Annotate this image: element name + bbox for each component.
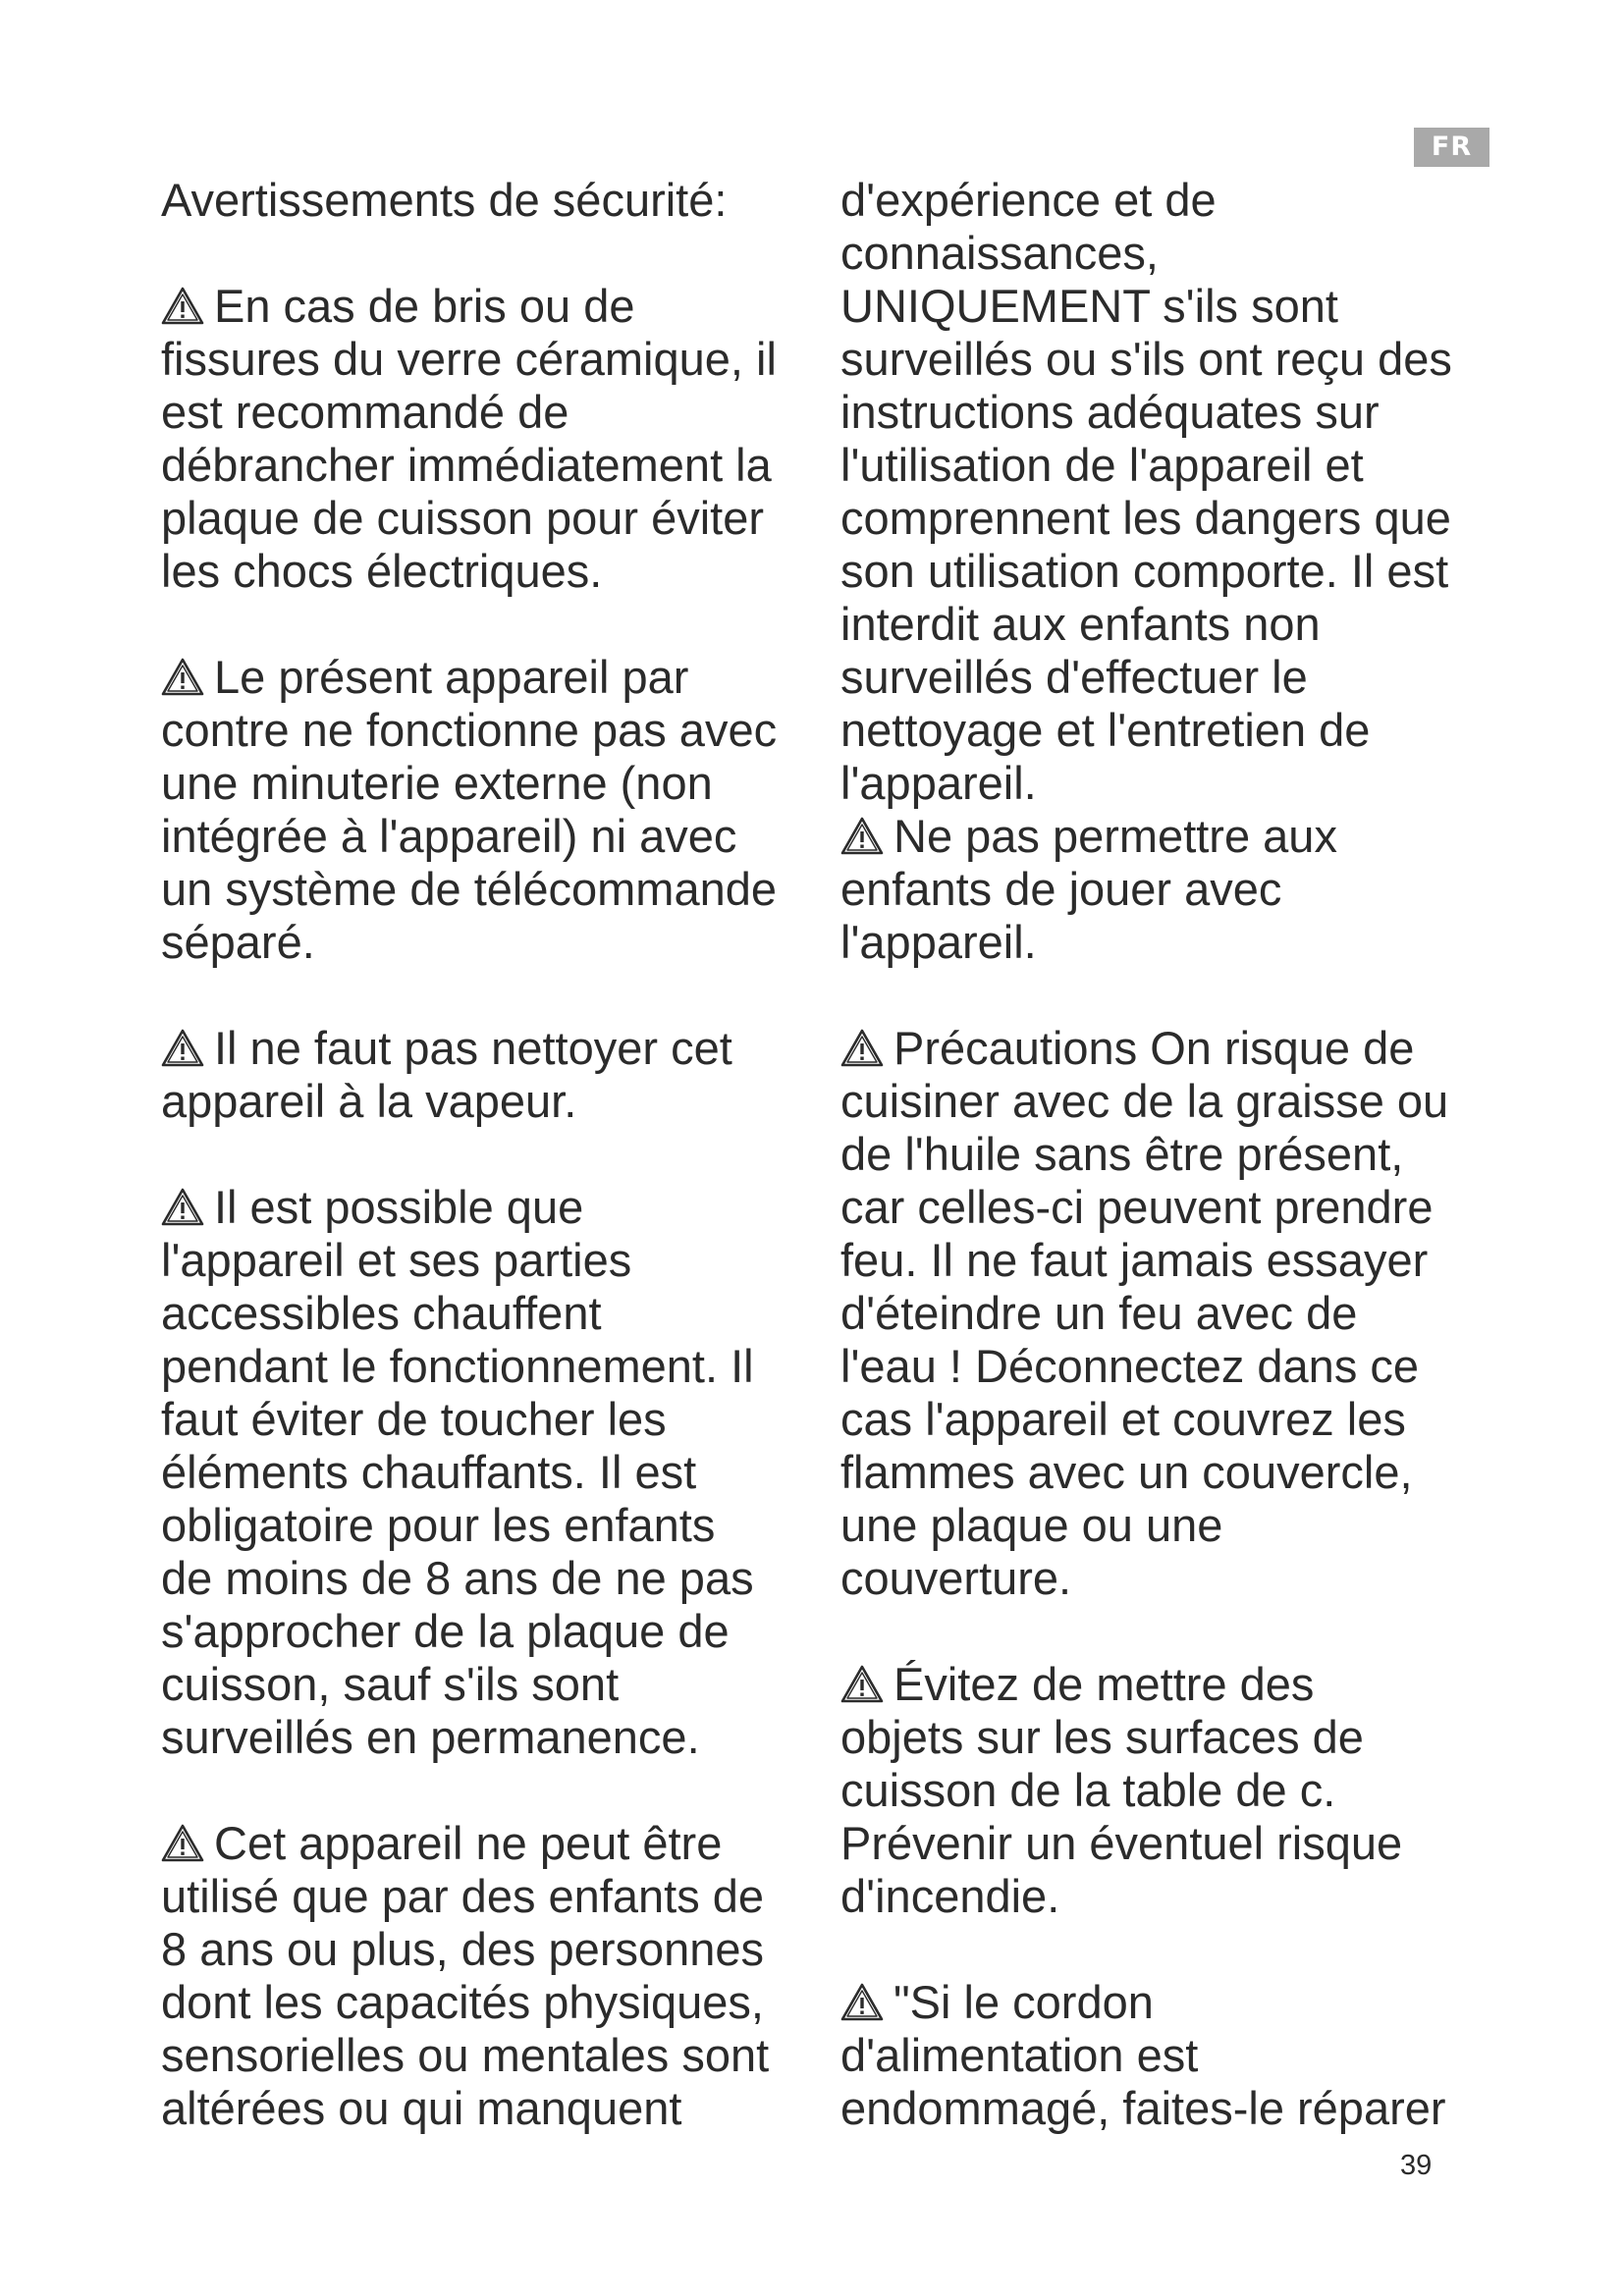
text-line: [840, 2082, 1528, 2135]
text-line: [161, 1287, 848, 1340]
warning-hot-parts: [161, 1181, 848, 1764]
text-line-content: sensorielles ou mentales sont: [161, 2029, 770, 2081]
text-line: [840, 704, 1528, 757]
text-line-content: Le présent appareil par: [214, 651, 689, 703]
text-line-content: Prévenir un éventuel risque: [840, 1817, 1403, 1869]
text-line: [161, 174, 848, 227]
text-line-content: cas l'appareil et couvrez les: [840, 1393, 1406, 1445]
text-line: [840, 227, 1528, 280]
text-line-content: appareil à la vapeur.: [161, 1075, 577, 1127]
text-line-content: fissures du verre céramique, il: [161, 333, 777, 385]
text-line-content: dont les capacités physiques,: [161, 1976, 764, 2028]
text-line: [161, 386, 848, 439]
text-line: [161, 757, 848, 810]
text-line: [161, 2029, 848, 2082]
warning-triangle-icon: [161, 287, 204, 326]
warning-children-usage: [161, 1817, 848, 2135]
text-line-content: obligatoire pour les enfants: [161, 1499, 716, 1551]
text-line: [161, 439, 848, 492]
warning-triangle-icon: [161, 658, 204, 697]
text-line: [161, 1870, 848, 1923]
text-line-content: altérées ou qui manquent: [161, 2082, 682, 2134]
text-line-content: cuisson, sauf s'ils sont: [161, 1658, 620, 1710]
text-line-content: surveillés ou s'ils ont reçu des: [840, 333, 1452, 385]
text-line-content: l'appareil et ses parties: [161, 1234, 632, 1286]
text-line: [840, 1340, 1528, 1393]
text-line-content: instructions adéquates sur: [840, 386, 1380, 438]
text-line: [840, 174, 1528, 227]
text-line-content: objets sur les surfaces de: [840, 1711, 1364, 1763]
text-line: [161, 704, 848, 757]
text-line-content: d'éteindre un feu avec de: [840, 1287, 1358, 1339]
text-line: [161, 492, 848, 545]
text-line: [161, 1817, 848, 1870]
warning-triangle-icon: [840, 1983, 884, 2022]
text-line: [161, 1075, 848, 1128]
text-line: [161, 1658, 848, 1711]
text-line: [840, 1870, 1528, 1923]
left-column: [161, 174, 848, 2135]
text-line: [161, 1711, 848, 1764]
text-line: [840, 386, 1528, 439]
text-line: [161, 1446, 848, 1499]
text-line: [840, 1658, 1528, 1711]
text-line-content: plaque de cuisson pour éviter: [161, 492, 765, 544]
warning-power-cord: [840, 1976, 1528, 2135]
text-line: [840, 1234, 1528, 1287]
text-line-content: accessibles chauffent: [161, 1287, 602, 1339]
text-line-content: nettoyage et l'entretien de: [840, 704, 1371, 756]
text-line: [840, 1075, 1528, 1128]
text-line-content: Évitez de mettre des: [893, 1658, 1315, 1710]
text-line: [840, 1817, 1528, 1870]
text-line-content: un système de télécommande: [161, 863, 777, 915]
text-line-content: Il est possible que: [214, 1181, 584, 1233]
text-line-content: contre ne fonctionne pas avec: [161, 704, 778, 756]
text-line: [161, 2082, 848, 2135]
text-line-content: une minuterie externe (non: [161, 757, 713, 809]
text-line-content: débrancher immédiatement la: [161, 439, 772, 491]
text-line: [840, 1711, 1528, 1764]
text-line-content: s'approcher de la plaque de: [161, 1605, 730, 1657]
text-line: [840, 1128, 1528, 1181]
text-line: [840, 1181, 1528, 1234]
text-line: [840, 651, 1528, 704]
warning-grease-fire: [840, 1022, 1528, 1605]
text-line-content: les chocs électriques.: [161, 545, 603, 597]
text-line: [840, 333, 1528, 386]
text-line: [840, 545, 1528, 598]
text-line-content: pendant le fonctionnement. Il: [161, 1340, 754, 1392]
text-line: [840, 1446, 1528, 1499]
text-line-content: éléments chauffants. Il est: [161, 1446, 697, 1498]
text-line: [161, 810, 848, 863]
text-line-content: d'expérience et de: [840, 174, 1217, 226]
text-line: [161, 1923, 848, 1976]
text-line: [840, 1976, 1528, 2029]
text-line-content: une plaque ou une: [840, 1499, 1223, 1551]
text-line-content: séparé.: [161, 916, 315, 968]
text-line: [840, 1393, 1528, 1446]
warning-triangle-icon: [840, 1029, 884, 1068]
text-line: [840, 280, 1528, 333]
text-line-content: de moins de 8 ans de ne pas: [161, 1552, 754, 1604]
warning-triangle-icon: [161, 1188, 204, 1227]
text-line: [161, 1552, 848, 1605]
text-line: [161, 1605, 848, 1658]
text-line-content: l'utilisation de l'appareil et: [840, 439, 1364, 491]
text-line: [840, 2029, 1528, 2082]
text-line: [840, 810, 1528, 863]
text-line: [840, 439, 1528, 492]
text-line-content: endommagé, faites-le réparer: [840, 2082, 1446, 2134]
text-line: [161, 1976, 848, 2029]
text-line-content: utilisé que par des enfants de: [161, 1870, 765, 1922]
text-line-content: car celles-ci peuvent prendre: [840, 1181, 1434, 1233]
page-number: 39: [1400, 2150, 1433, 2181]
warning-triangle-icon: [161, 1824, 204, 1863]
text-line-content: cuisson de la table de c.: [840, 1764, 1336, 1816]
text-line-content: Avertissements de sécurité:: [161, 174, 728, 226]
text-line: [161, 1340, 848, 1393]
text-line: [840, 1552, 1528, 1605]
text-line-content: interdit aux enfants non: [840, 598, 1321, 650]
warning-triangle-icon: [840, 817, 884, 856]
text-line: [840, 1022, 1528, 1075]
text-line: [161, 280, 848, 333]
text-line-content: Précautions On risque de: [893, 1022, 1415, 1074]
text-line-content: Il ne faut pas nettoyer cet: [214, 1022, 732, 1074]
warning-steam-cleaning: [161, 1022, 848, 1128]
warning-children-play: [840, 810, 1528, 969]
text-line-content: enfants de jouer avec: [840, 863, 1282, 915]
text-line-content: intégrée à l'appareil) ni avec: [161, 810, 737, 862]
text-line-content: 8 ans ou plus, des personnes: [161, 1923, 765, 1975]
text-line-content: cuisiner avec de la graisse ou: [840, 1075, 1449, 1127]
text-line: [161, 1022, 848, 1075]
text-line-content: son utilisation comporte. Il est: [840, 545, 1449, 597]
text-line-content: l'eau ! Déconnectez dans ce: [840, 1340, 1420, 1392]
warning-triangle-icon: [161, 1029, 204, 1068]
warning-glass-breakage: [161, 280, 848, 598]
text-line: [161, 1393, 848, 1446]
text-line-content: d'incendie.: [840, 1870, 1060, 1922]
text-line: [161, 916, 848, 969]
text-line: [161, 333, 848, 386]
text-line-content: surveillés d'effectuer le: [840, 651, 1308, 703]
text-line-content: de l'huile sans être présent,: [840, 1128, 1404, 1180]
warning-triangle-icon: [840, 1665, 884, 1704]
text-line: [840, 863, 1528, 916]
text-line-content: UNIQUEMENT s'ils sont: [840, 280, 1338, 332]
text-line-content: l'appareil.: [840, 757, 1037, 809]
text-line-content: d'alimentation est: [840, 2029, 1199, 2081]
text-line: [840, 492, 1528, 545]
text-line-content: En cas de bris ou de: [214, 280, 635, 332]
text-line-content: connaissances,: [840, 227, 1159, 279]
warning-external-timer: [161, 651, 848, 969]
text-line-content: feu. Il ne faut jamais essayer: [840, 1234, 1429, 1286]
text-line-content: Cet appareil ne peut être: [214, 1817, 723, 1869]
text-line-content: surveillés en permanence.: [161, 1711, 700, 1763]
text-line-content: Ne pas permettre aux: [893, 810, 1337, 862]
text-line: [840, 1287, 1528, 1340]
text-line-content: flammes avec un couvercle,: [840, 1446, 1413, 1498]
text-line: [161, 1499, 848, 1552]
text-line: [161, 545, 848, 598]
text-line-content: "Si le cordon: [893, 1976, 1154, 2028]
language-badge: FR: [1414, 128, 1489, 167]
text-line: [840, 598, 1528, 651]
warning-objects-on-surface: [840, 1658, 1528, 1923]
text-line: [161, 651, 848, 704]
text-line: [840, 1499, 1528, 1552]
text-line: [161, 1234, 848, 1287]
text-line-content: couverture.: [840, 1552, 1072, 1604]
warning-children-usage-continued: [840, 174, 1528, 810]
text-line-content: l'appareil.: [840, 916, 1037, 968]
text-line: [840, 757, 1528, 810]
text-line: [161, 1181, 848, 1234]
text-line-content: est recommandé de: [161, 386, 569, 438]
text-line: [840, 1764, 1528, 1817]
text-line-content: comprennent les dangers que: [840, 492, 1451, 544]
text-line: [161, 863, 848, 916]
right-column: [840, 174, 1528, 2135]
safety-heading: [161, 174, 848, 227]
text-line-content: faut éviter de toucher les: [161, 1393, 667, 1445]
text-line: [840, 916, 1528, 969]
